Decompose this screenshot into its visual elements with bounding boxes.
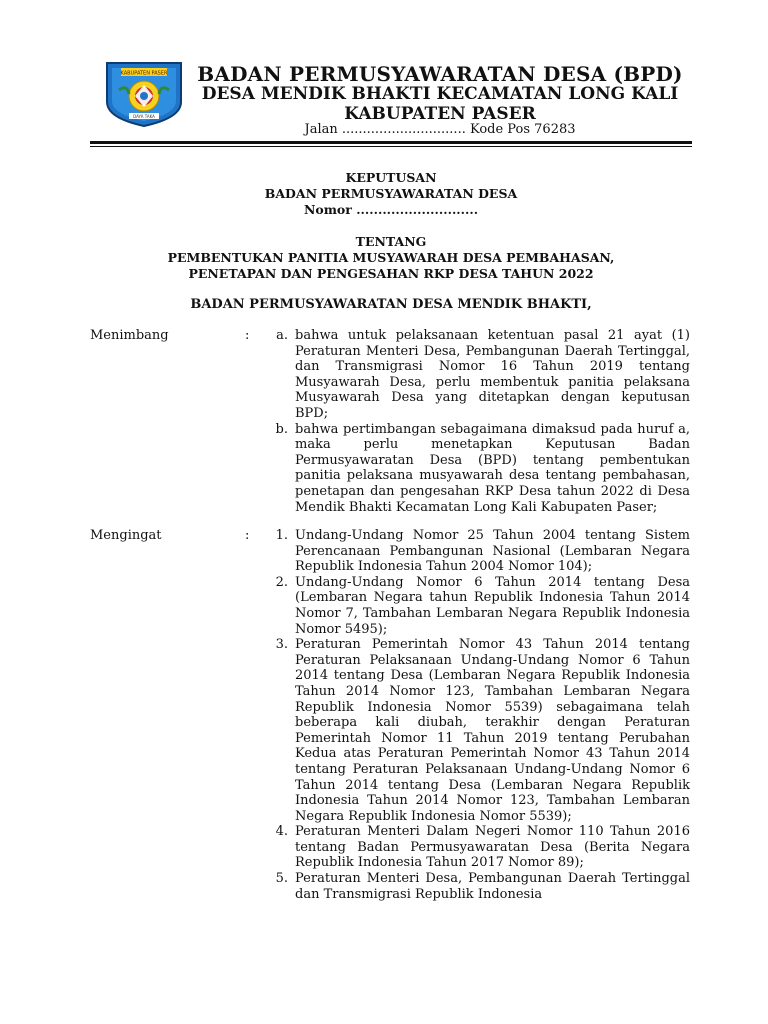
item-marker: 3. — [275, 637, 288, 653]
list-item — [90, 871, 694, 902]
decree-heading — [90, 170, 692, 218]
decree-issuer: BADAN PERMUSYAWARATAN DESA MENDIK BHAKTI, — [190, 297, 592, 312]
decree-number: Nomor ............................ — [303, 202, 479, 217]
subject-line-1: PEMBENTUKAN PANITIA MUSYAWARAH DESA PEMBAHASAN, — [167, 250, 615, 265]
list-item — [90, 528, 694, 575]
item-text: Peraturan Menteri Desa, Pembangunan Daerah Tertinggal dan Transmigrasi Republik Indonesia — [295, 871, 690, 902]
letterhead-village: DESA MENDIK BHAKTI KECAMATAN LONG KALI — [201, 84, 679, 104]
item-text: bahwa untuk pelaksanaan ketentuan pasal 21 ayat (1) Peraturan Menteri Desa, Pembangunan Daerah Tertinggal, dan Transmigrasi Nomor 16 Tahun 2019 tentang Musyawarah Desa, perlu membentuk panitia pelaksana Musyawarah Desa yang ditetapkan dengan keputusan BPD; — [295, 328, 690, 421]
list-item — [90, 328, 694, 422]
item-marker: 4. — [275, 824, 288, 840]
emblem-banner-text: KABUPATEN PASER — [120, 70, 168, 77]
decree-label: KEPUTUSAN — [345, 170, 437, 185]
menimbang-colon: : — [245, 328, 250, 343]
item-marker: 2. — [275, 574, 288, 590]
mengingat-label: Mengingat — [90, 528, 162, 543]
item-text: Peraturan Pemerintah Nomor 43 Tahun 2014 tentang Peraturan Pelaksanaan Undang-Undang Nomor 6 Tahun 2014 tentang Desa (Lembaran Negara Republik Indonesia Tahun 2014 Nomor 123, Tambahan Lembaran Negara Republik Indonesia Nomor 5539) sebagaimana telah beberapa kali diubah, terakhir dengan Peraturan Pemerintah Nomor 11 Tahun 2019 tentang Perubahan Kedua atas Peraturan Pemerintah Nomor 43 Tahun 2014 tentang Peraturan Pelaksanaan Undang-Undang Nomor 6 Tahun 2014 tentang Desa (Lembaran Negara Republik Indonesia Tahun 2014 Nomor 123, Tambahan Lembaran Negara Republik Indonesia Nomor 5539); — [295, 637, 690, 824]
mengingat-section — [90, 528, 694, 902]
item-marker: 1. — [275, 528, 288, 543]
list-item — [90, 824, 694, 871]
subject-tentang: TENTANG — [355, 234, 427, 249]
letterhead-divider-thin — [90, 146, 692, 147]
menimbang-label: Menimbang — [90, 328, 169, 343]
list-item — [90, 422, 694, 516]
letterhead-address: Jalan .............................. Kode Pos 76283 — [304, 122, 576, 137]
item-text: bahwa pertimbangan sebagaimana dimaksud pada huruf a, maka perlu menetapkan Keputusan Badan Permusyawaratan Desa (BPD) tentang pembentukan panitia pelaksana musyawarah desa tentang pembahasan, penetapan dan pengesahan RKP Desa tahun 2022 di Desa Mendik Bhakti Kecamatan Long Kali Kabupaten Paser; — [295, 421, 690, 515]
mengingat-colon: : — [245, 528, 250, 543]
emblem-motto-text: DAYA TAKA — [133, 114, 155, 119]
letterhead-divider-thick — [90, 141, 692, 144]
decree-subject — [90, 234, 692, 282]
item-text: Undang-Undang Nomor 6 Tahun 2014 tentang Desa (Lembaran Negara tahun Republik Indonesia Tahun 2014 Nomor 7, Tambahan Lembaran Negara Republik Indonesia Nomor 5495); — [295, 574, 690, 637]
letterhead-regency: KABUPATEN PASER — [344, 104, 536, 124]
item-text: Peraturan Menteri Dalam Negeri Nomor 110 Tahun 2016 tentang Badan Permusyawaratan Desa (Berita Negara Republik Indonesia Tahun 2017 Nomor 89); — [295, 824, 690, 871]
item-text: Undang-Undang Nomor 25 Tahun 2004 tentang Sistem Perencanaan Pembangunan Nasional (Lembaran Negara Republik Indonesia Tahun 2004 Nomor 104); — [295, 528, 690, 575]
item-marker: b. — [275, 421, 288, 437]
item-marker: 5. — [275, 871, 288, 887]
subject-line-2: PENETAPAN DAN PENGESAHAN RKP DESA TAHUN 2022 — [188, 266, 594, 281]
decree-body-name: BADAN PERMUSYAWARATAN DESA — [264, 186, 518, 201]
regency-emblem-icon — [101, 60, 187, 128]
letterhead-title: BADAN PERMUSYAWARATAN DESA (BPD) — [197, 62, 683, 86]
regency-emblem — [101, 60, 187, 128]
list-item — [90, 637, 694, 824]
item-marker: a. — [276, 328, 288, 343]
menimbang-section — [90, 328, 694, 515]
list-item — [90, 575, 694, 637]
